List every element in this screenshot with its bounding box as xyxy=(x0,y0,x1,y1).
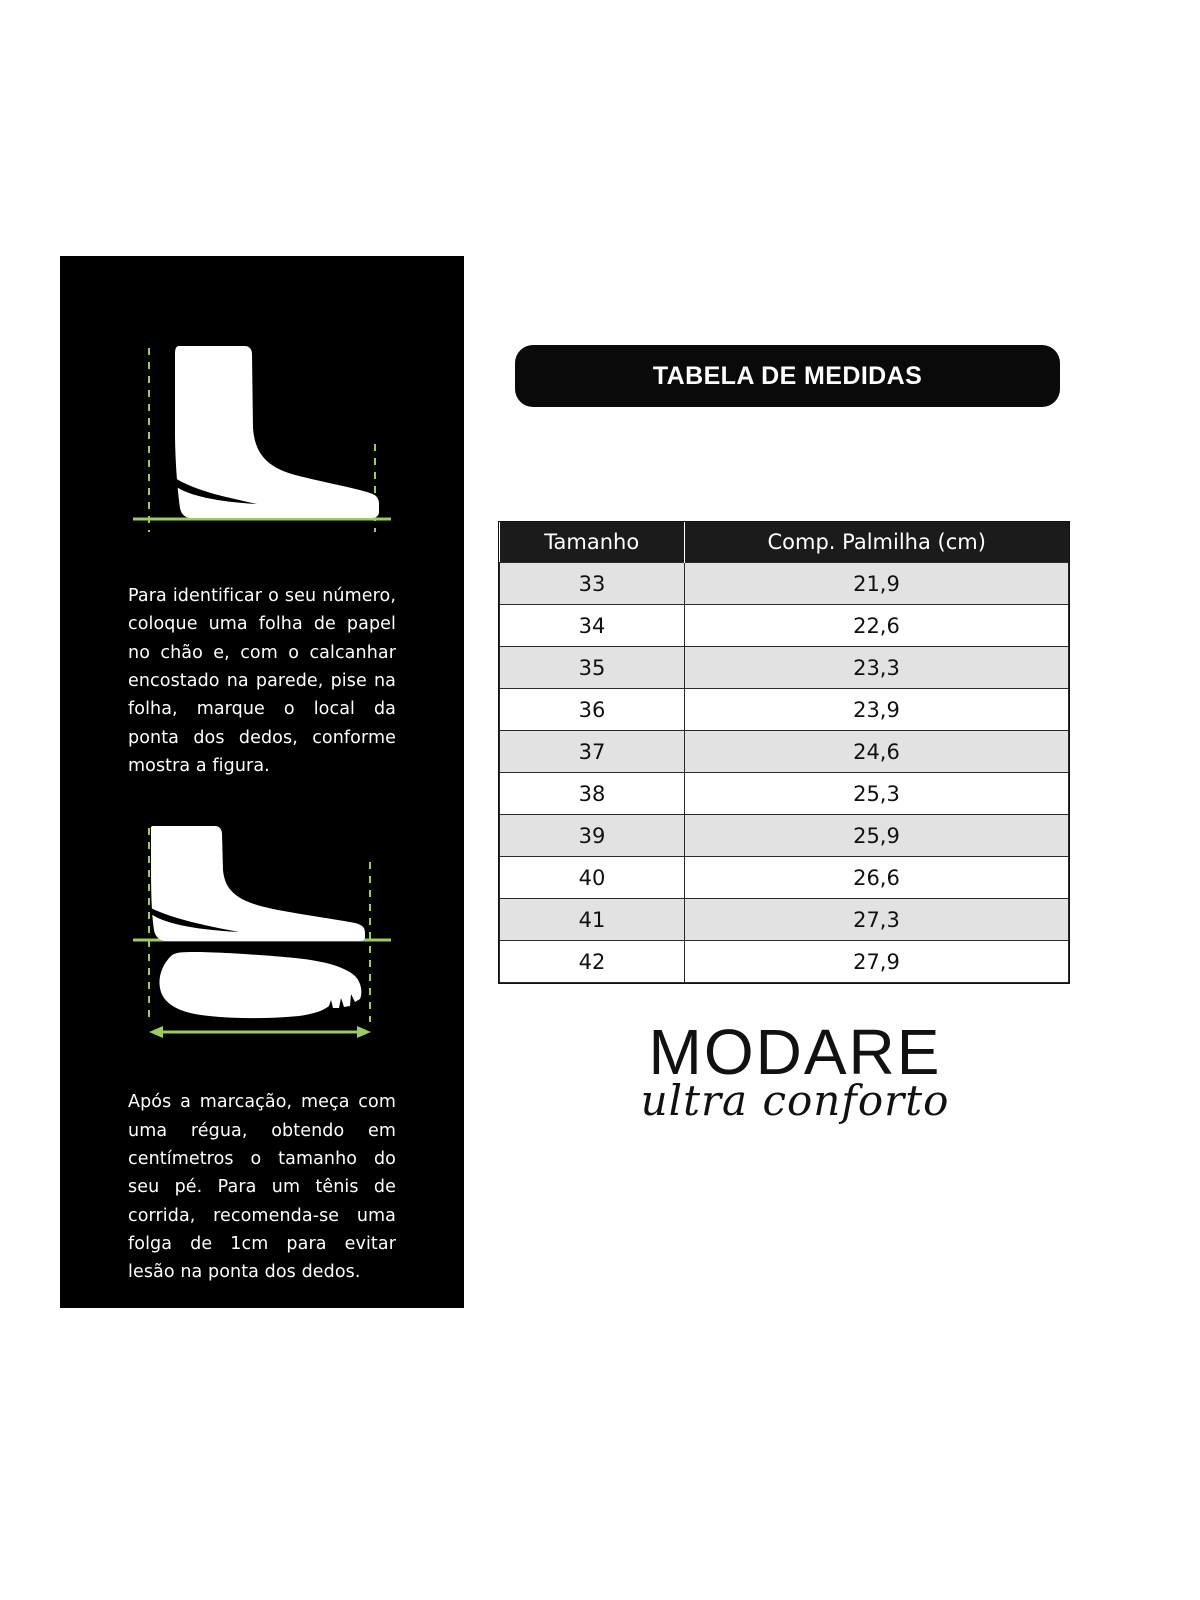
cell-length: 27,3 xyxy=(684,899,1068,941)
cell-size: 34 xyxy=(500,605,685,647)
instruction-paragraph-1: Para identificar o seu número, coloque uma folha de papel no chão e, com o calcanhar encostado na parede, pise na folha, marque o local da ponta dos dedos, conforme mostra a figura. xyxy=(128,586,396,777)
cell-size: 42 xyxy=(500,941,685,983)
cell-size: 35 xyxy=(500,647,685,689)
cell-length: 24,6 xyxy=(684,731,1068,773)
cell-length: 25,9 xyxy=(684,815,1068,857)
table-row xyxy=(500,941,1069,983)
table-row xyxy=(500,647,1069,689)
cell-length: 25,3 xyxy=(684,773,1068,815)
cell-size: 39 xyxy=(500,815,685,857)
size-table-container xyxy=(498,521,1070,984)
table-row xyxy=(500,731,1069,773)
page-title: TABELA DE MEDIDAS xyxy=(515,345,1060,407)
brand-name: MODARE xyxy=(648,1016,942,1088)
table-row xyxy=(500,605,1069,647)
table-row xyxy=(500,899,1069,941)
table-header-size: Tamanho xyxy=(500,522,685,563)
cell-length: 21,9 xyxy=(684,563,1068,605)
cell-size: 36 xyxy=(500,689,685,731)
brand-tagline: ultra conforto xyxy=(640,1076,950,1125)
table-header-insole-length: Comp. Palmilha (cm) xyxy=(684,522,1068,563)
table-row xyxy=(500,689,1069,731)
cell-size: 38 xyxy=(500,773,685,815)
foot-measurement-figure-2 xyxy=(60,822,464,1052)
instructions-panel xyxy=(60,256,464,1308)
side-view-foot-icon xyxy=(127,336,397,546)
table-row xyxy=(500,773,1069,815)
table-row xyxy=(500,815,1069,857)
cell-length: 23,9 xyxy=(684,689,1068,731)
side-and-top-view-foot-icon xyxy=(127,822,397,1052)
cell-size: 33 xyxy=(500,563,685,605)
instruction-paragraph-2: Após a marcação, meça com uma régua, obtendo em centímetros o tamanho do seu pé. Para um tênis de corrida, recomenda-se uma folga de 1cm para evitar lesão na ponta dos dedos. xyxy=(128,1092,396,1283)
cell-size: 41 xyxy=(500,899,685,941)
cell-size: 40 xyxy=(500,857,685,899)
size-table xyxy=(499,522,1069,983)
cell-length: 23,3 xyxy=(684,647,1068,689)
cell-length: 26,6 xyxy=(684,857,1068,899)
cell-size: 37 xyxy=(500,731,685,773)
table-row xyxy=(500,563,1069,605)
cell-length: 22,6 xyxy=(684,605,1068,647)
brand-logo xyxy=(560,1016,1030,1125)
table-header-row xyxy=(500,522,1069,563)
table-row xyxy=(500,857,1069,899)
foot-measurement-figure-1 xyxy=(60,336,464,546)
cell-length: 27,9 xyxy=(684,941,1068,983)
